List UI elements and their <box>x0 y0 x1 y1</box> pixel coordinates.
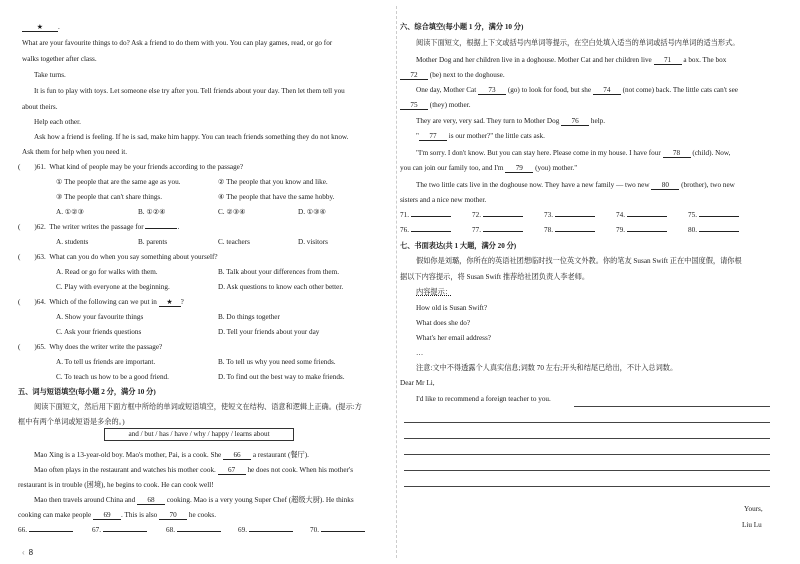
option: C. ②③④ <box>218 208 246 216</box>
section-6-instructions: 阅读下面短文，根据上下文或括号内单词等提示，在空白处填入适当的单词或括号内单词的适当形式。 <box>416 39 740 47</box>
cloze-line: The two little cats live in the doghouse now. They have a new family — two new 80 (brother), two new <box>416 181 735 189</box>
answer-blank[interactable]: 69. <box>238 527 293 534</box>
option: D. Tell your friends about your day <box>218 328 320 336</box>
answer-blank[interactable]: 73. <box>544 212 595 219</box>
section-5-line: Mao often plays in the restaurant and watches his mother cook. 67 he does not cook. When his mother's <box>34 466 354 474</box>
back-arrow-icon: ‹ <box>22 548 25 557</box>
hint-title: 内容提示： <box>416 288 452 296</box>
page-number: ‹ 8 <box>22 548 34 557</box>
option: A. students <box>56 238 89 246</box>
writing-line[interactable] <box>574 406 770 407</box>
answer-blank[interactable]: 77. <box>472 227 523 234</box>
word-box: and / but / has / have / why / happy / learns about <box>104 428 294 441</box>
option: C. Ask your friends questions <box>56 328 142 336</box>
closing: Yours, <box>744 505 763 513</box>
question-65: ( )65. Why does the writer write the passage? <box>18 343 163 351</box>
hint-item: … <box>416 349 424 357</box>
passage-line: Ask how a friend is feeling. If he is sad, make him happy. You can teach friends something they do not know. <box>34 133 349 141</box>
writing-line[interactable] <box>404 470 770 471</box>
answer-blank[interactable]: 68. <box>166 527 221 534</box>
passage-line: Take turns. <box>34 71 66 79</box>
hint-item: What does she do? <box>416 319 471 327</box>
question-61: ( )61. What kind of people may be your friends according to the passage? <box>18 163 244 171</box>
option: A. To tell us friends are important. <box>56 358 156 366</box>
option: A. Show your favourite things <box>56 313 144 321</box>
answer-blank[interactable]: 78. <box>544 227 595 234</box>
star-blank-line: ★ . <box>22 24 60 32</box>
option: B. To tell us why you need some friends. <box>218 358 336 366</box>
section-5-line: restaurant is in trouble (困境), he begins to cook. He can cook well! <box>18 481 214 489</box>
cloze-line: "I'm sorry. I don't know. But you can stay here. Please come in my house. I have four 78 (child). Now, <box>416 149 731 157</box>
section-5-line: Mao then travels around China and 68 cooking. Mao is a very young Super Chef (超级大厨). He thinks <box>34 496 354 504</box>
column-divider <box>396 6 397 558</box>
cloze-line: sisters and a nice new mother. <box>400 196 487 204</box>
option: ③ The people that can't share things. <box>56 193 163 201</box>
note: 注意:文中不得透露个人真实信息;词数 70 左右;开头和结尾已给出，不计入总词数。 <box>416 364 678 372</box>
answer-blank[interactable]: 71. <box>400 212 451 219</box>
option: ④ The people that have the same hobby. <box>218 193 335 201</box>
option: B. Do things together <box>218 313 280 321</box>
option: C. To teach us how to be a good friend. <box>56 373 169 381</box>
answer-blank[interactable]: 67. <box>92 527 147 534</box>
writing-line[interactable] <box>404 486 770 487</box>
option: D. Ask questions to know each other better. <box>218 283 344 291</box>
writing-line[interactable] <box>404 438 770 439</box>
answer-blank[interactable]: 70. <box>310 527 365 534</box>
writing-line[interactable] <box>404 422 770 423</box>
cloze-line: One day, Mother Cat 73 (go) to look for food, but she 74 (not come) back. The little cats can't see <box>416 86 738 94</box>
cloze-line: you can join our family too, and I'm 79 (you) mother." <box>400 164 578 172</box>
option: ① The people that are the same age as you. <box>56 178 181 186</box>
passage-line: walks together after class. <box>22 55 97 63</box>
section-7-prompt: 据以下内容提示，将 Susan Swift 推荐给社团负责人李老师。 <box>400 273 590 281</box>
answer-blank[interactable]: 72. <box>472 212 523 219</box>
section-5-instructions: 框中有两个单词或短语是多余的。) <box>18 418 125 426</box>
star-blank: ★ <box>22 24 58 32</box>
option: ② The people that you know and like. <box>218 178 328 186</box>
hint-item: How old is Susan Swift? <box>416 304 488 312</box>
question-63: ( )63. What can you do when you say something about yourself? <box>18 253 218 261</box>
option: A. Read or go for walks with them. <box>56 268 158 276</box>
answer-blank[interactable]: 66. <box>18 527 73 534</box>
answer-blank[interactable]: 80. <box>688 227 739 234</box>
hint-item: What's her email address? <box>416 334 491 342</box>
question-64: ( )64. Which of the following can we put in ★ ? <box>18 298 184 306</box>
option: C. Play with everyone at the beginning. <box>56 283 170 291</box>
passage-line: Help each other. <box>34 118 81 126</box>
answer-blank[interactable]: 76. <box>400 227 451 234</box>
opening-line[interactable]: I'd like to recommend a foreign teacher to you. <box>416 395 551 403</box>
cloze-line: 75 (they) mother. <box>400 102 471 110</box>
option: C. teachers <box>218 238 250 246</box>
passage-line: It is fun to play with toys. Let someone else try after you. Tell friends about your day. Then let them tell you <box>34 87 345 95</box>
option: A. ①②③ <box>56 208 85 216</box>
section-7-prompt: 假如你是刘璐，你所在的英语社团想临时找一位英文外教。你的笔友 Susan Swift 正在中国度假，请你根 <box>416 257 742 265</box>
signature: Liu Lu <box>742 521 762 529</box>
option: B. ①②④ <box>138 208 166 216</box>
writing-line[interactable] <box>404 454 770 455</box>
passage-line: about theirs. <box>22 103 58 111</box>
salutation: Dear Mr Li, <box>400 379 435 387</box>
cloze-line: " 77 is our mother?" the little cats ask. <box>416 132 545 140</box>
question-62: ( )62. The writer writes the passage for . <box>18 223 180 231</box>
option: D. To find out the best way to make friends. <box>218 373 345 381</box>
section-6-title: 六、综合填空(每小题 1 分，满分 10 分) <box>400 23 524 31</box>
option: B. parents <box>138 238 168 246</box>
passage-line: What are your favourite things to do? Ask a friend to do them with you. You can play games, read, or go for <box>22 39 333 47</box>
cloze-line: Mother Dog and her children live in a doghouse. Mother Cat and her children live 71 a box. The box <box>416 56 727 64</box>
cloze-line: They are very, very sad. They turn to Mother Dog 76 help. <box>416 117 606 125</box>
section-5-title: 五、词与短语填空(每小题 2 分，满分 10 分) <box>18 388 156 396</box>
answer-blank[interactable]: 74. <box>616 212 667 219</box>
answer-blank[interactable]: 79. <box>616 227 667 234</box>
option: D. visitors <box>298 238 328 246</box>
section-5-instructions: 阅读下面短文，然后用下面方框中所给的单词或短语填空，使短文在结构、语意和逻辑上正确。(提示:方 <box>34 403 362 411</box>
section-7-title: 七、书面表达(共 1 大题，满分 20 分) <box>400 242 517 250</box>
section-5-line: Mao Xing is a 13-year-old boy. Mao's mother, Pai, is a cook. She 66 a restaurant (餐厅). <box>34 451 309 459</box>
cloze-line: 72 (be) next to the doghouse. <box>400 72 505 80</box>
option: B. Talk about your differences from them. <box>218 268 339 276</box>
answer-blank[interactable]: 75. <box>688 212 739 219</box>
passage-line: Ask them for help when you need it. <box>22 148 127 156</box>
section-5-line: cooking can make people 69 . This is also 70 he cooks. <box>18 511 217 519</box>
option: D. ①③④ <box>298 208 327 216</box>
